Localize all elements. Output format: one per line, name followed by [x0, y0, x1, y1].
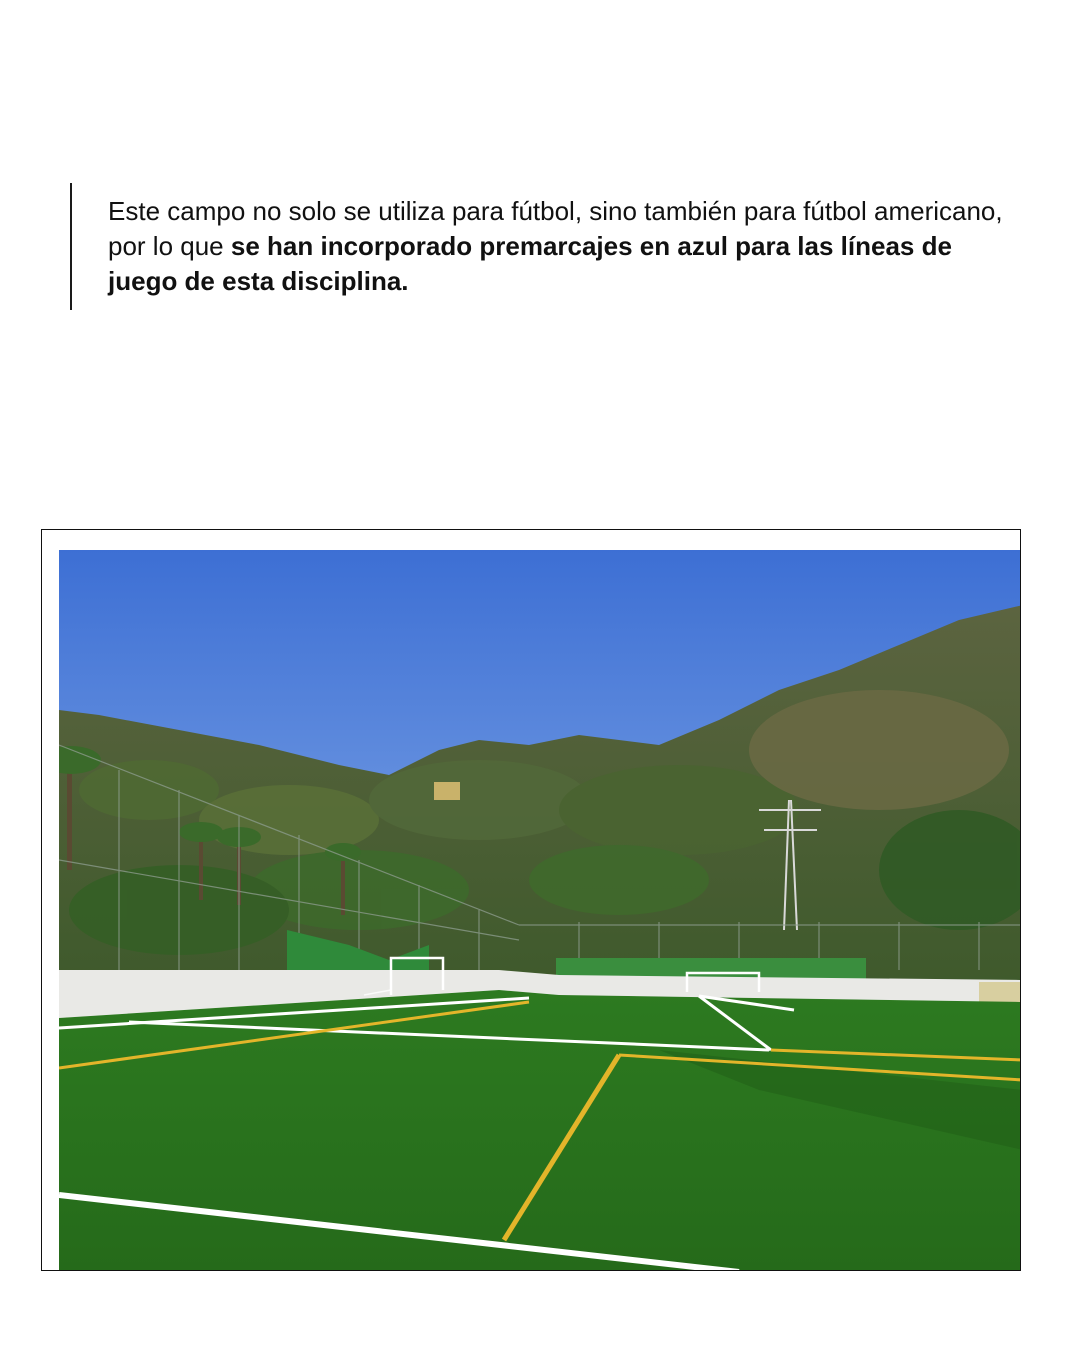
quote-bar	[70, 183, 72, 310]
field-illustration	[59, 550, 1021, 1271]
photo-frame	[41, 529, 1021, 1271]
football-field-photo	[59, 550, 1021, 1271]
bench-shelter	[979, 982, 1021, 1002]
house	[434, 782, 460, 800]
quote-text-plain: Este campo no solo se utiliza para fútbol, sino también para fútbol americano, por lo que	[108, 196, 1003, 261]
turf	[59, 990, 1021, 1271]
quote-text	[108, 194, 1008, 299]
quote-text-bold: se han incorporado premarcajes en azul para las líneas de juego de esta disciplina.	[108, 231, 952, 296]
